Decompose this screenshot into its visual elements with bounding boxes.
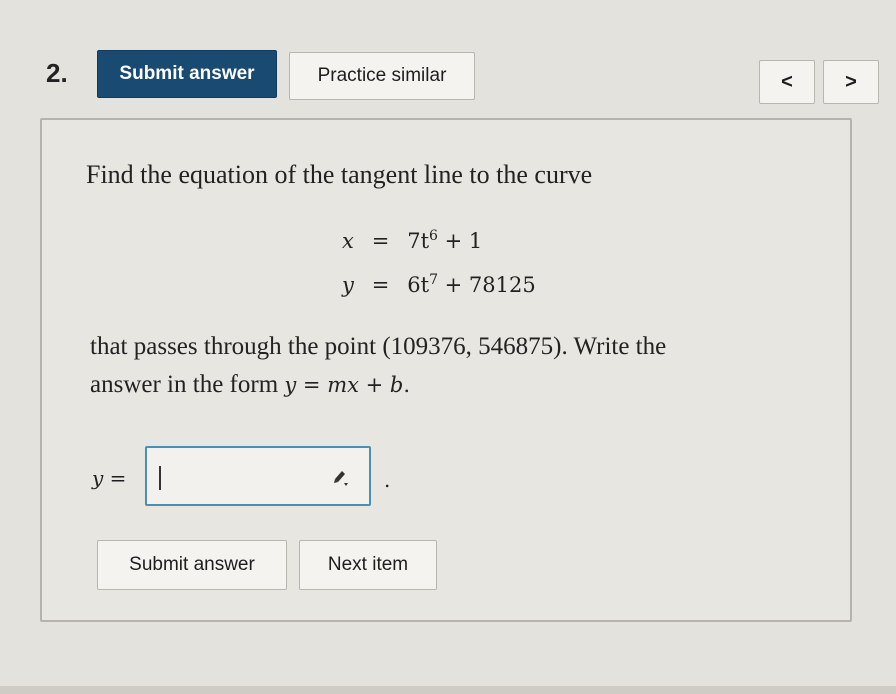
equation-x	[342, 228, 482, 253]
problem-line-2-text: answer in the form	[90, 371, 285, 398]
problem-line-1: that passes through the point (109376, 546875). Write the	[90, 333, 667, 360]
equation-x-rhs-tail: + 1	[437, 229, 483, 253]
equation-x-equals: =	[371, 229, 390, 253]
next-question-button[interactable]: >	[823, 60, 879, 104]
answer-input[interactable]	[145, 446, 371, 506]
previous-question-button[interactable]: <	[759, 60, 815, 104]
answer-period: .	[384, 468, 391, 492]
question-number: 2.	[46, 58, 68, 88]
equation-y-rhs	[407, 273, 536, 297]
equation-y-rhs-exponent: 7	[429, 272, 438, 288]
text-cursor	[159, 466, 161, 490]
submit-answer-top-button[interactable]: Submit answer	[97, 50, 277, 98]
problem-line-2-period: .	[403, 373, 411, 397]
equation-y-lhs: y	[342, 273, 354, 297]
next-item-button[interactable]: Next item	[299, 540, 437, 590]
equation-y-rhs-base: 6t	[407, 273, 430, 297]
equation-y-rhs-tail: + 78125	[437, 273, 536, 297]
equation-y-equals: =	[371, 273, 390, 297]
form-equation: y = mx + b	[284, 373, 404, 397]
answer-label: y =	[92, 466, 127, 490]
submit-answer-bottom-button[interactable]: Submit answer	[97, 540, 287, 590]
equation-x-rhs	[407, 229, 482, 253]
practice-similar-button[interactable]: Practice similar	[289, 52, 475, 100]
equation-x-rhs-base: 7t	[407, 229, 430, 253]
problem-line-2	[90, 371, 410, 399]
page-bottom-edge	[0, 686, 896, 694]
equation-y	[342, 272, 536, 297]
equation-x-rhs-exponent: 6	[429, 228, 438, 244]
problem-prompt: Find the equation of the tangent line to the curve	[86, 160, 593, 189]
equation-x-lhs: x	[342, 229, 354, 253]
pencil-dropdown-icon[interactable]	[331, 466, 353, 493]
